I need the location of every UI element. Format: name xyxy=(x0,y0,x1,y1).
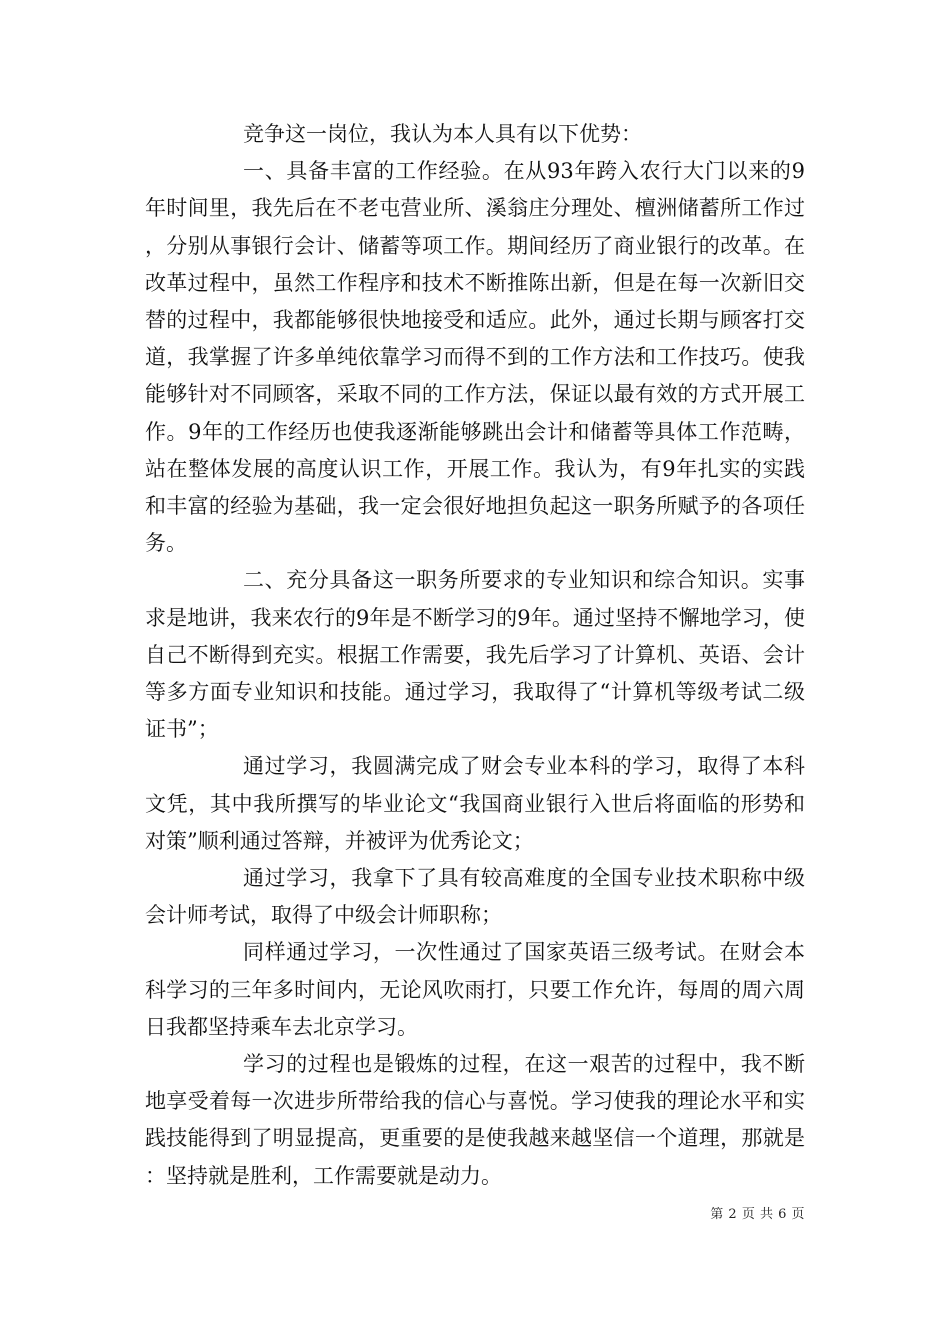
document-body xyxy=(145,116,805,1195)
page-number-footer: 第 2 页 共 6 页 xyxy=(710,1207,805,1222)
paragraph-work-experience: 一、具备丰富的工作经验。在从93年跨入农行大门以来的9年时间里，我先后在不老屯营业所、溪翁庄分理处、檀洲储蓄所工作过，分别从事银行会计、储蓄等项工作。期间经历了商业银行的改革。在改革过程中，虽然工作程序和技术不断推陈出新，但是在每一次新旧交替的过程中，我都能够很快地接受和适应。此外，通过长期与顾客打交道，我掌握了许多单纯依靠学习而得不到的工作方法和工作技巧。使我能够针对不同顾客，采取不同的工作方法，保证以最有效的方式开展工作。9年的工作经历也使我逐渐能够跳出会计和储蓄等具体工作范畴，站在整体发展的高度认识工作，开展工作。我认为，有9年扎实的实践和丰富的经验为基础，我一定会很好地担负起这一职务所赋予的各项任务。 xyxy=(145,159,805,556)
paragraph-accountant-exam: 通过学习，我拿下了具有较高难度的全国专业技术职称中级会计师考试，取得了中级会计师职称； xyxy=(145,866,805,928)
paragraph-undergraduate-study: 通过学习，我圆满完成了财会专业本科的学习，取得了本科文凭，其中我所撰写的毕业论文“我国商业银行入世后将面临的形势和对策”顺利通过答辩，并被评为优秀论文； xyxy=(145,754,805,853)
paragraph-learning-process: 学习的过程也是锻炼的过程，在这一艰苦的过程中，我不断地享受着每一次进步所带给我的信心与喜悦。学习使我的理论水平和实践技能得到了明显提高，更重要的是使我越来越坚信一个道理，那就是：坚持就是胜利，工作需要就是动力。 xyxy=(145,1052,805,1188)
paragraph-professional-knowledge: 二、充分具备这一职务所要求的专业知识和综合知识。实事求是地讲，我来农行的9年是不断学习的9年。通过坚持不懈地学习，使自己不断得到充实。根据工作需要，我先后学习了计算机、英语、会计等多方面专业知识和技能。通过学习，我取得了“计算机等级考试二级证书”； xyxy=(145,568,805,742)
paragraph-english-exam: 同样通过学习，一次性通过了国家英语三级考试。在财会本科学习的三年多时间内，无论风吹雨打，只要工作允许，每周的周六周日我都坚持乘车去北京学习。 xyxy=(145,940,805,1039)
paragraph-advantages-intro: 竞争这一岗位，我认为本人具有以下优势： xyxy=(243,122,642,146)
